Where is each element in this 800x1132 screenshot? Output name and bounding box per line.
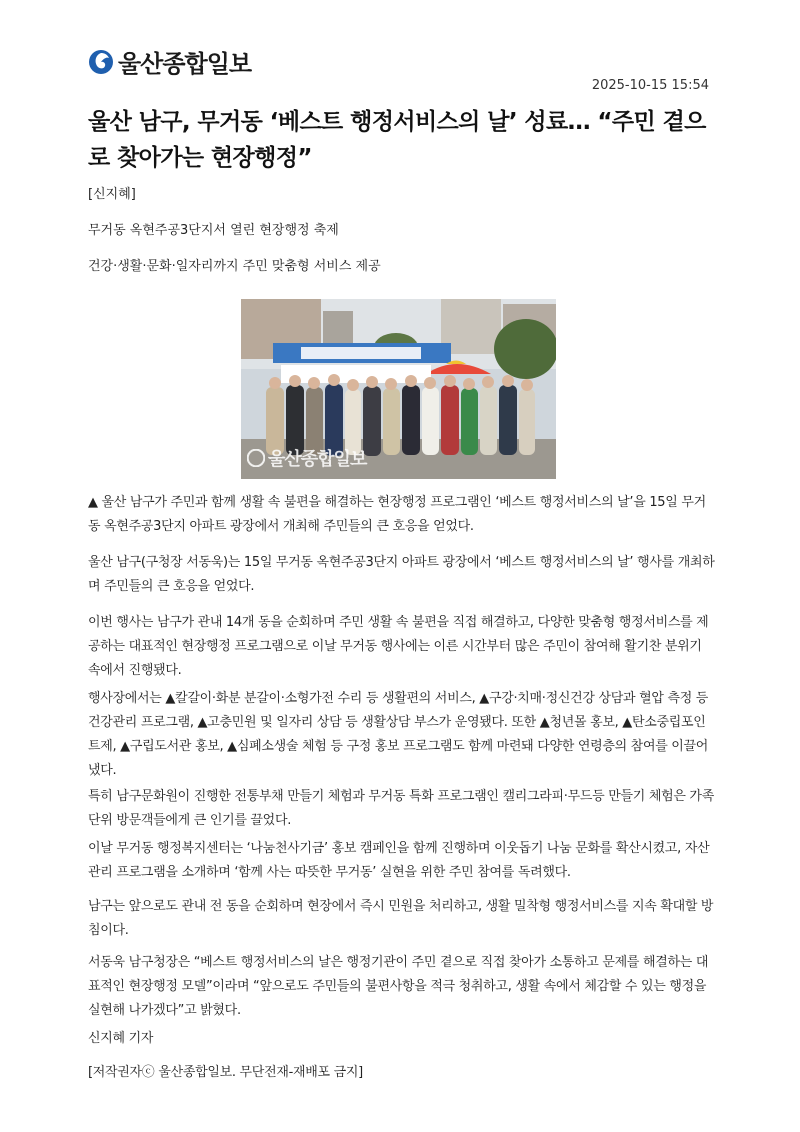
logo-text: 울산종합일보 <box>118 50 252 78</box>
article-photo <box>241 299 556 479</box>
reporter-name: 신지혜 기자 <box>88 1031 154 1046</box>
paragraph: 특히 남구문화원이 진행한 전통부채 만들기 체험과 무거동 특화 프로그램인 캘리그라피·무드등 만들기 체험은 가족 단위 방문객들에게 큰 인기를 끌었다. <box>88 789 714 828</box>
subheading-2: 건강·생활·문화·일자리까지 주민 맞춤형 서비스 제공 <box>88 259 381 274</box>
publish-datetime: 2025-10-15 15:54 <box>591 78 709 93</box>
article-headline: 울산 남구, 무거동 ‘베스트 행정서비스의 날’ 성료… “주민 곁으로 찾아가는 현장행정” <box>88 109 706 171</box>
paragraph: 이번 행사는 남구가 관내 14개 동을 순회하며 주민 생활 속 불편을 직접 해결하고, 다양한 맞춤형 행정서비스를 제공하는 대표적인 현장행정 프로그램으로 이날 무거동 행사에는 이른 시간부터 많은 주민이 참여해 활기찬 분위기 속에서 진행됐다. <box>88 615 709 678</box>
watermark-logo-icon <box>247 449 265 467</box>
site-logo[interactable] <box>88 44 251 79</box>
paragraph: 남구는 앞으로도 관내 전 동을 순회하며 현장에서 즉시 민원을 처리하고, 생활 밀착형 행정서비스를 지속 확대할 방침이다. <box>88 899 714 938</box>
copyright-notice: [저작권자ⓒ 울산종합일보. 무단전재-재배포 금지] <box>88 1065 363 1080</box>
paragraph: 서동욱 남구청장은 “베스트 행정서비스의 날은 행정기관이 주민 곁으로 직접 찾아가 소통하고 문제를 해결하는 대표적인 현장행정 모델”이라며 “앞으로도 주민들의 불편사항을 적극 청취하고, 생활 속에서 체감할 수 있는 행정을 실현해 나가겠다”고 밝혔다. <box>88 955 709 1018</box>
subheading-1: 무거동 옥현주공3단지서 열린 현장행정 축제 <box>88 223 339 238</box>
photo-watermark-text: 울산종합일보 <box>268 449 367 470</box>
paragraph: 이날 무거동 행정복지센터는 ‘나눔천사기금’ 홍보 캠페인을 함께 진행하며 이웃돕기 나눔 문화를 확산시켰고, 자산관리 프로그램을 소개하며 ‘함께 사는 따뜻한 무거동’ 실현을 위한 주민 참여를 독려했다. <box>88 841 710 880</box>
logo-mark-icon <box>88 49 114 75</box>
paragraph: 울산 남구(구청장 서동욱)는 15일 무거동 옥현주공3단지 아파트 광장에서 ‘베스트 행정서비스의 날’ 행사를 개최하며 주민들의 큰 호응을 얻었다. <box>88 555 715 594</box>
byline: [신지혜] <box>88 187 136 202</box>
photo-watermark <box>247 445 366 471</box>
paragraph: 행사장에서는 ▲칼갈이·화분 분갈이·소형가전 수리 등 생활편의 서비스, ▲구강·치매·정신건강 상담과 혈압 측정 등 건강관리 프로그램, ▲고충민원 및 일자리 상담 등 생활상담 부스가 운영됐다. 또한 ▲청년몰 홍보, ▲탄소중립포인트제, ▲구립도서관 홍보, ▲심폐소생술 체험 등 구정 홍보 프로그램도 함께 마련돼 다양한 연령층의 참여를 이끌어냈다. <box>88 691 709 778</box>
photo-caption: ▲ 울산 남구가 주민과 함께 생활 속 불편을 해결하는 현장행정 프로그램인 ‘베스트 행정서비스의 날’을 15일 무거동 옥현주공3단지 아파트 광장에서 개최해 주민들의 큰 호응을 얻었다. <box>88 495 706 534</box>
